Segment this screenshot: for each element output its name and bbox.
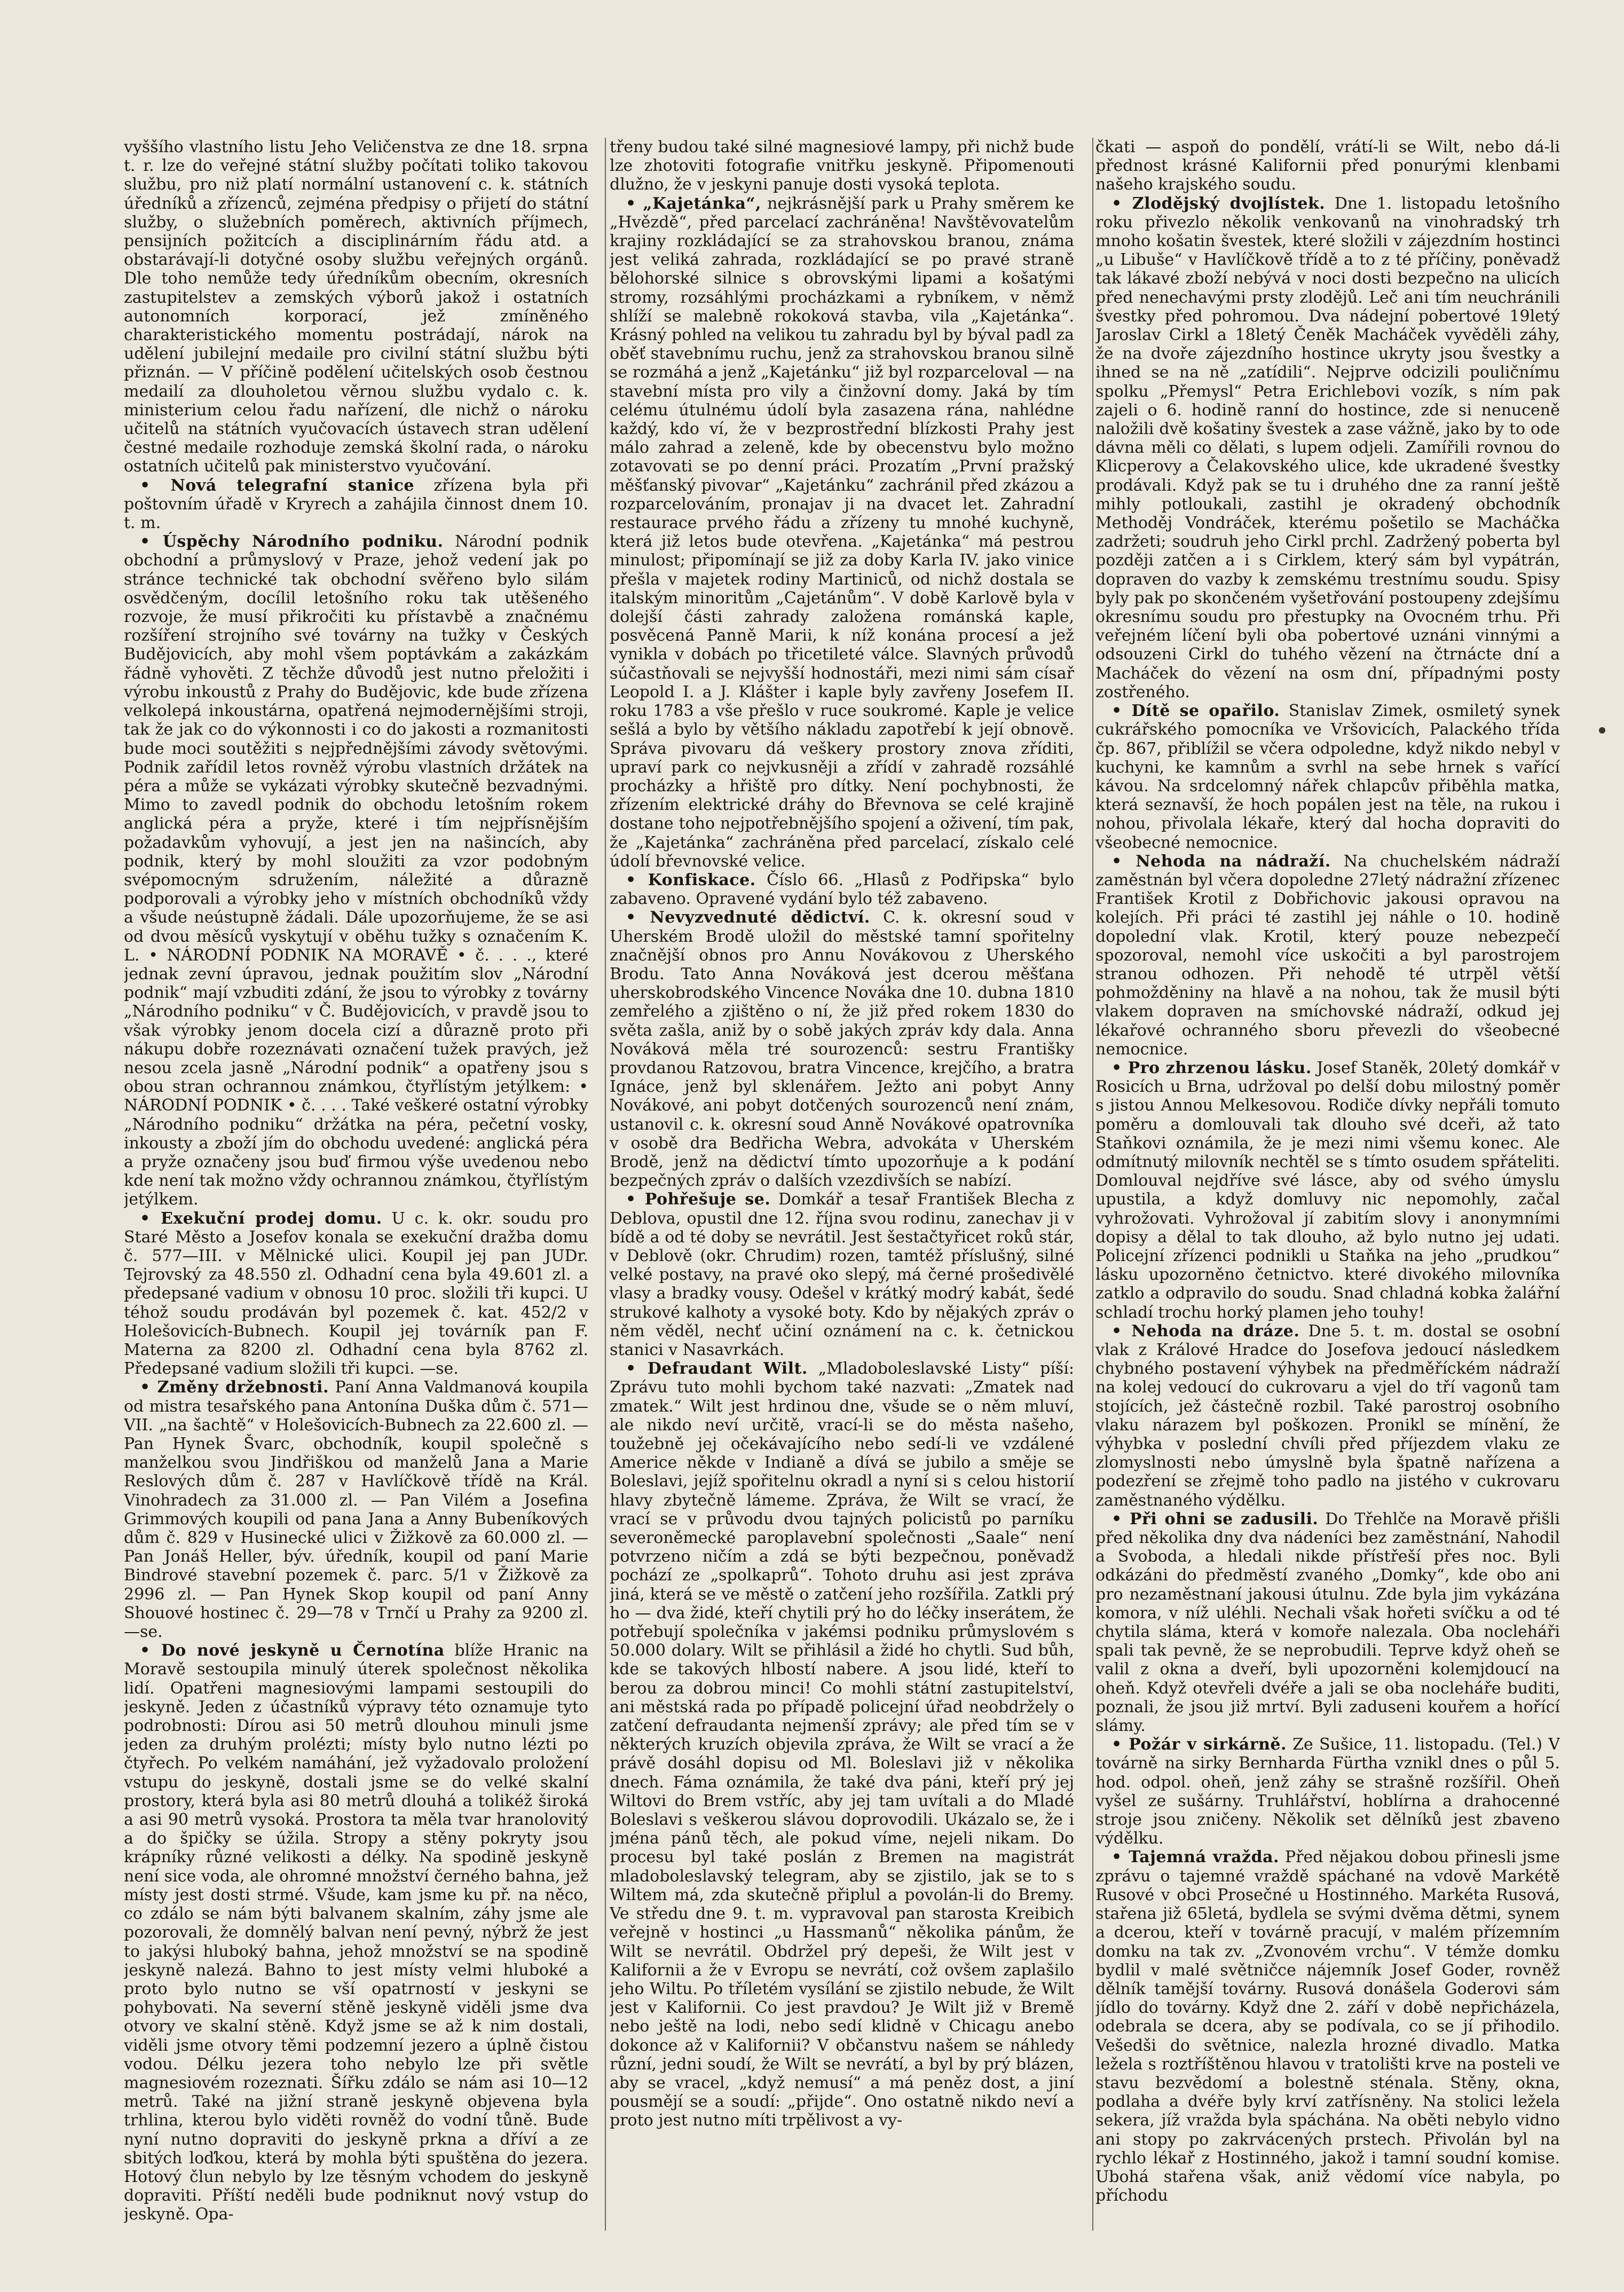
article-body: Stanislav Zimek, osmiletý synek cukrářského pomocníka ve Vršovicích, Palackého třída čp. 867, přiblížil se včera odpoledne, když nikdo nebyl v kuchyni, ke kamnům a svrhl na sebe hrnek s vařící kávou. Na srdcelomný nářek chlapcův přiběhla matka, která seznavší, že hoch popálen jest na těle, na rukou i nohou, přivolala lékaře, který dal hocha dopraviti do všeobecné nemocnice.	[1095, 702, 1560, 852]
article-body: Domkář a tesař František Blecha z Deblova, opustil dne 12. října svou rodinu, zanechav ji v bídě a od té doby se nevrátil. Jest šestačtyřicet roků stár, v Deblově (okr. Chrudim) rozen, tamtéž příslušný, silné velké postavy, na pravé oko slepý, má černé prošedivělé vlasy a bradky vousy. Odešel v krátký modrý kabát, šedé strukové kalhoty a vysoké boty. Kdo by nějakých zpráv o něm věděl, nechť učiní oznámení na c. k. četnickou stanici v Nasavrkách.	[610, 1190, 1074, 1359]
article	[1095, 702, 1560, 852]
article-continuation	[124, 138, 588, 476]
article-body: Dne 1. listopadu letošního roku přivezlo několik venkovanů na vinohradský trh mnoho košatin švestek, které složili v zájezdním hostinci „u Libuše“ v Havlíčkově třídě a to z té příčiny, poněvadž tak lákavé zboží nebývá v noci dosti bezpečno na ulicích před nenechavými prsty zlodějů. Leč ani tím neuchránili švestky před pohromou. Dva nádejní pobertové 19letý Jaroslav Cirkl a 18letý Čeněk Macháček vyvěděli záhy, že na dvoře zájezdního hostince ukryty jsou švestky a ihned se na ně „zatídili“. Nejprve odcizili pouličnímu spolku „Přemysl“ Petra Erichlebovi vozík, s ním pak zajeli o 6. hodině ranní do hostince, zde si nenuceně naložili dvě košatiny švestek a zase vážně, jako by to ode dávna měli co dělati, s lupem odjeli. Zamířili rovnou do Klicperovy a Čelakovského ulice, kde ukradené švestky prodávali. Když pak se tu i druhého dne za ranní ještě mihly potloukali, zastihl je okradený obchodník Methoděj Vondráček, kterému pošetilo se Macháčka zadržeti; soudruh jeho Cirkl prchl. Zadržený poberta byl později zatčen a i s Cirklem, který sám byl vypátrán, dopraven do vazby k zemskému trestnímu soudu. Spisy byly pak po skončeném vyšetřování postoupeny zdejšímu okresnímu soudu pro přestupky na Ovocném trhu. Při veřejném líčení byli oba pobertové uznáni vinnými a odsouzeni Cirkl do tuhého vězení na čtrnácte dní a Macháček do vězení na osm dní, případnými posty zostřeného.	[1095, 194, 1560, 702]
article	[1095, 1848, 1560, 2205]
article-body: Paní Anna Valdmanová koupila od mistra tesařského pana Antonína Duška dům č. 571—VII. „na šachtě“ v Holešovicích-Bubnech za 22.600 zl. — Pan Hynek Švarc, obchodník, koupil společně s manželkou svou Jindřiškou od manželů Jana a Marie Reslových dům č. 287 v Havlíčkově třídě na Král. Vinohradech za 31.000 zl. — Pan Vilém a Josefina Grimmových koupili od pana Jana a Anny Bubeníkových dům č. 829 v Husinecké ulici v Žižkově za 60.000 zl. — Pan Jonáš Heller, býv. úředník, koupil od paní Marie Bindrové stavební pozemek č. parc. 5/1 v Žižkově za 2996 zl. — Pan Hynek Skop koupil od paní Anny Shouové hostinec č. 29—78 v Trnčí u Prahy za 9200 zl. —se.	[124, 1378, 588, 1642]
article	[1095, 852, 1560, 1059]
article-headline: • Zlodějský dvojlístek.	[1111, 194, 1326, 213]
article-headline: • Defraudant Wilt.	[626, 1359, 808, 1379]
article-body: Do Třehlče na Moravě přišli před několika dny dva nádeníci bez zaměstnání, Nahodil a Svoboda, a hledali nikde přístřeší přes noc. Byli odkázáni do předměstí zvaného „Domky“, kde obo ani pro nezaměstnaní jakousi útulnu. Zde byla jim vykázána komora, v níž uléhli. Nechali však hořeti svíčku a od té chytila sláma, která v komoře nalezala. Oba nocleháři spali tak pevně, že se neprobudili. Teprve když oheň se valil z okna a dveří, byli upozorněni kolemjdoucí na oheň. Když otevřeli dvéře a jali se oba nocleháře buditi, poznali, že jsou již mrtví. Byli zaduseni kouřem a hořící slámy.	[1095, 1509, 1560, 1736]
article-headline: • Pro zhrzenou lásku.	[1111, 1058, 1312, 1077]
article-body: zřízena byla při poštovním úřadě v Kryrech a zahájila činnost dnem 10. t. m.	[124, 476, 588, 533]
article	[610, 194, 1074, 871]
column-2	[610, 138, 1074, 2231]
article	[610, 871, 1074, 908]
text-columns	[124, 138, 1560, 2231]
article-body: čkati — aspoň do pondělí, vrátí-li se Wilt, nebo dá-li přednost krásné Kalifornii před ponurými klenbami našeho krajského soudu.	[1095, 138, 1560, 194]
article	[124, 1209, 588, 1379]
article-headline: • Úspěchy Národního podniku.	[140, 532, 444, 552]
article-headline: • Nová telegrafní stanice	[140, 476, 414, 495]
article-headline: • „Kajetánka“,	[626, 194, 761, 213]
article-body: blíže Hranic na Moravě sestoupila minulý úterek společnost několika lidí. Opatřeni magnesiovými lampami sestoupili do jeskyně. Jeden z účastníků výpravy této oznamuje tyto podrobnosti: Dírou asi 50 metrů dlouhou minuli jsme jeden za druhým prolézti; místy bylo nutno lézti po čtyřech. Po velkém namáhání, jež vyžadovalo proložení vstupu do jeskyně, dostali jsme se do velké skalní prostory, která byla asi 80 metrů dlouhá a tolikéž široká a asi 90 metrů vysoká. Prostora ta měla tvar hranolovitý a do špičky se úžila. Stropy a stěny pokryty jsou krápníky různé velikosti a délky. Na spodině jeskyně není sice voda, ale ohromné množství černého bahna, jež místy jest dosti strmé. Všude, kam jsme ku př. na něco, co zdálo se nám býti balvanem skalním, záhy jsme ale pozorovali, že domnělý balvan není pevný, nýbrž že jest to jakýsi hluboký bahna, jehož množství se na spodině jeskyně nalezá. Bahno to jest místy velmi hluboké a proto bylo nutno se vší opatrností v jeskyni se pohybovati. Na severní stěně jeskyně viděli jsme dva otvory ve skalní stěně. Když jsme se až k nim dostali, viděli jsme otvory těmi podzemní jezero a úplně čistou vodou. Délku jezera toho nebylo lze při světle magnesiovém rozeznati. Šířku zdálo se nám asi 10—12 metrů. Také na jižní straně jeskyně objevena byla trhlina, kterou bylo viděti rovněž do vodní tůně. Bude nyní nutno dopraviti do jeskyně prkna a dříví a ze sbitých loďkou, která by mohla býti spuštěna do jezera. Hotový člun nebylo by lze těsným vchodem do jeskyně dopraviti. Příští neděli bude podniknut nový vstup do jeskyně. Opa-	[124, 1641, 588, 2224]
article-body: vyššího vlastního listu Jeho Veličenstva ze dne 18. srpna t. r. lze do veřejné státní služby počítati toliko takovou službu, pro niž platí normální ustanovení c. k. státních úředníků a zřízenců, zejména předpisy o přijetí do státní služby, o služebních poměrech, aktivních příjmech, pensijních požitcích a disciplinárním řádu atd. a obstarávají-li dotyčné osoby službu veřejných orgánů. Dle toho nemůže tedy úředníkům obecním, okresních zastupitelstev a zemských výborů jakož i ostatních autonomních korporací, jež zmíněného charakteristického momentu postrádají, nárok na udělení jubilejní medaile pro civilní státní službu býti přiznán. — V příčině podělení učitelských osob čestnou medailí za dlouholetou věrnou službu vydalo c. k. ministerium celou řadu nařízení, dle nichž o nároku učitelů na státních vyučovacích ústavech stran udělení čestné medaile rozhoduje zemská školní rada, o nároku ostatních učitelů pak ministerstvo vyučování.	[124, 138, 588, 476]
article-headline: • Konfiskace.	[626, 870, 756, 889]
article-headline: • Dítě se opařilo.	[1111, 702, 1280, 721]
article-continuation	[1095, 138, 1560, 194]
article-body: nejkrásnější park u Prahy směrem ke „Hvězdě“, před parcelací zachráněna! Navštěvovatelům krajiny rozkládající se za strahovskou branou, známa jest veliká zahrada, rozkládající se po pravé straně bělohorské silnice s obrovskými lipami a košatými stromy, rozsáhlými procházkami a rybníkem, v němž shlíží se malebně rokoková stavba, vila „Kajetánka“. Krásný pohled na velikou tu zahradu byl by býval padl za oběť stavebnímu ruchu, jenž za strahovskou branou silně se rozmáhá a jenž „Kajetánku“ již byl rozparceloval — na stavební místa pro vily a činžovní domy. Jaká by tím celému útulnému údolí byla zasazena rána, nahlédne každý, kdo ví, že v bezprostřední blízkosti Prahy jest málo zahrad a zeleně, kde by obecenstvu bylo možno zotavovati se po denní práci. Prozatím „První pražský měšťanský pivovar“ „Kajetánku“ zachránil před zkázou a rozparcelováním, pronajav ji na dvacet let. Zahradní restaurace prvého řádu a zřízeny tu mnohé kuchyně, která již letos bude otevřena. „Kajetánka“ má pestrou minulost; připomínají se již za doby Karla IV. jako vinice přešla v majetek rodiny Martiniců, od nichž dostala se italským minoritům „Cajetánům“. V době Karlově byla v dolejší části zahrady založena románská kaple, posvěcená Panně Marii, k níž konána procesí a jež vynikla v dobách po třicetileté válce. Slavných průvodů súčastňovali se nejvyšší hodnostáři, mezi nimi sám císař Leopold I. a J. Klášter i kaple byly zavřeny Josefem II. roku 1783 a vše přešlo v ruce soukromé. Kaple je velice sešlá a bylo by většího nákladu zapotřebí k její obnově. Správa pivovaru dá veškery prostory znova zříditi, upraví park co nejvkusněji a zřídí v zahradě rozsáhlé procházky a hřiště pro dítky. Není pochybnosti, že zřízením elektrické dráhy do Břevnova se celé krajině dostane toho nejpotřebnějšího spojení a oživení, tím pak, že „Kajetánka“ zachráněna před parcelací, získalo celé údolí břevnovské velice.	[610, 194, 1074, 871]
column-3	[1095, 138, 1560, 2231]
punch-hole-mark	[1599, 727, 1605, 734]
column-rule-2	[1092, 138, 1093, 2231]
column-rule-1	[605, 138, 606, 2231]
article	[610, 1359, 1074, 2130]
article-body: Číslo 66. „Hlasů z Podřipska“ bylo zabaveno. Opravené vydání bylo též zabaveno.	[610, 870, 1074, 909]
article	[1095, 1735, 1560, 1848]
article-body: „Mladoboleslavské Listy“ píší: Zprávu tuto mohli bychom také nazvati: „Zmatek nad zmatek.“ Wilt jest hrdinou dne, všude se o něm mluví, ale nikdo neví určitě, vrací-li se do města našeho, toužebně jej očekávajícího nebo sedí-li ve vzdálené Americe někde v Indianě a dívá se jubilo a směje se Boleslavi, jejíž spořitelnu okradl a nyní si s celou historií hlavy zbytečně lámeme. Zpráva, že Wilt se vrací, že vrací se v průvodu dvou tajných policistů po parníku severoněmecké paroplavební společnosti „Saale“ není potvrzeno ničím a zdá se býti bezpečnou, poněvadž pochází ze „spolkaprů“. Tohoto druhu asi jest zpráva jiná, která se ve městě o zatčení jeho rozšířila. Zatkli prý ho — dva židé, kteří chytili prý ho do léčky inserátem, že potřebují společníka v jakémsi podniku průmyslovém s 50.000 dolary. Wilt se přihlásil a židé ho chytli. Sud bůh, kde se takových hlbostí nabere. A jsou lidé, kteří to berou za dobrou minci! Co mohli státní zastupitelství, ani městská rada po případě policejní úřad neobdržely o zatčení defraudanta nejmenší zprávy; ale před tím se v některých kruzích objevila zpráva, že Wilt se vrací a že právě dosáhl dopisu od Ml. Boleslavi již v několika dnech. Fáma oznámila, že také dva páni, kteří prý jej Wiltovi do Brem vstříc, aby jej tam uvítali a do Mladé Boleslavi s veškerou slávou doprovodili. Ukázalo se, že i jména pánů těch, ale pokud víme, nejeli nikam. Do procesu byl také poslán z Bremen na magistrát mladoboleslavský telegram, aby se zjistilo, jak se to s Wiltem má, zda skutečně připlul a povolán-li do Bremy. Ve středu dne 9. t. m. vypravoval pan starosta Kreibich veřejně v hostinci „u Hassmanů“ několika pánům, že Wilt se nevrátil. Obdržel prý depeši, že Wilt jest v Kalifornii a že v Evropu se nevrátí, což ovšem zaplašilo jeho Wiltu. Po tříletém vysílání se zjistilo nebude, že Wilt jest v Kalifornii. Co jest pravdou? Je Wilt již v Bremě nebo ještě na lodi, nebo sedí klidně v Chicagu anebo dokonce až v Kalifornii? V občanstvu našem se náhledy různí, jedni soudí, že Wilt se nevrátí, a byl by prý blázen, aby se vracel, „když nemusí“ a má peněz dost, a jiní pousmějí se a soudí: „přijde“. Ono ostatně nikdo neví a proto jest nutno míti trpělivost a vy-	[610, 1359, 1074, 2130]
article-headline: • Požár v sirkárně.	[1111, 1735, 1287, 1754]
article	[610, 908, 1074, 1190]
article-headline: • Exekuční prodej domu.	[140, 1209, 382, 1228]
article-body: Josef Staněk, 20letý domkář v Rosicích u Brna, udržoval po delší dobu milostný poměr s jistou Annou Melkesovou. Rodiče dívky nepřáli tomuto poměru a domlouvali tak dlouho své dceři, až tato Staňkovi oznámila, že je mezi nimi všemu konec. Ale odmítnutý milovník nechtěl se s tímto osudem spřáteliti. Domlouval nejdříve své lásce, aby od svého úmyslu upustila, a když domluvy nic nepomohly, začal vyhrožovati. Vyhrožoval jí zabitím slovy i anonymními dopisy a dělal to tak dlouho, až bylo nutno jej udati. Policejní zřízenci podnikli u Staňka na jeho „prudkou“ lásku upozorněno četnictvo. které divokého milovníka zatklo a odpravilo do soudu. Snad chladná kobka žalářní schladí trochu horký plamen jeho touhy!	[1095, 1058, 1560, 1322]
article-headline: • Pohřešuje se.	[626, 1190, 771, 1209]
article-body: C. k. okresní soud v Uherském Brodě uložil do městské tamní spořitelny značnější obnos pro Annu Novákovou z Uherského Brodu. Tato Anna Nováková jest dcerou měšťana uherskobrodského Vincence Nováka dne 10. dubna 1810 zemřelého a zjištěno o ní, že již před rokem 1830 do světa zašla, aniž by o sobě jakých zpráv kdy dala. Anna Nováková měla tré sourozenců: sestru Františky provdanou Ratzovou, bratra Vincence, krejčího, a bratra Ignáce, jenž byl sklenářem. Ježto ani pobyt Anny Novákové, ani pobyt dotčených sourozenců není znám, ustanovil c. k. okresní soud Anně Novákové opatrovníka v osobě dra Bedřicha Webra, advokáta v Uherském Brodě, jenž na dědictví tímto upozorňuje a k podání bezpečných zpráv o dalších vzezdivších se nabízí.	[610, 908, 1074, 1191]
article-headline: • Nevyzvednuté dědictví.	[626, 908, 870, 927]
article	[1095, 1059, 1560, 1322]
article-body: Národní podnik obchodní a průmyslový v Praze, jehož vedení jak po stránce technické tak obchodní svěřeno bylo silám osvědčeným, docílil letošního roku tak utěšeného rozvoje, že musí přikročiti ku přístavbě a značnému rozšíření strojního své továrny na tužky v Českých Budějovicích, aby mohl všem poptávkám a zakázkám řádně vyhověti. Z těchže důvodů jest nutno přeložiti i výrobu inkoustů z Prahy do Budějovic, kde bude zřízena velkolepá inkoustárna, opatřená nejmodernějšími stroji, tak že jak co do výkonnosti i co do jakosti a rozmanitosti bude moci soutěžiti s nejpřednějšími závody světovými. Podnik zařídil letos rovněž výrobu vlastních držátek na péra a může se vykázati výrobky skutečně bezvadnými. Mimo to zavedl podnik do obchodu letošním rokem anglická péra a pryže, které i tím nejpřísnějším požadavkům vyhovují, a jest jen na našincích, aby podnik, který by mohl sloužiti za vzor podobným svépomocným sdružením, náležité a důrazně podporovali a výrobky jeho v místních obchodníků vždy a všude neústupně žádali. Dále upozorňujeme, že se asi od dvou měsíců vyskytují v oběhu tužky s označením K. L. • NÁRODNÍ PODNIK NA MORAVĚ • č. . . ., které jednak zevní úpravou, jednak použitím slov „Národní podnik“ mají vzbuditi zdání, že jsou to výrobky z továrny „Národního podniku“ v Č. Budějovicích, v pravdě jsou to však výrobky jenom docela cizí a důrazně proto při nákupu dobře rozeznávati označení tužek pravých, jež nesou zcela jasně „Národní podnik“ a opatřeny jsou s obou stran ochrannou známkou, čtyřlístým jetýlkem: • NÁRODNÍ PODNIK • č. . . . Také veškeré ostatní výrobky „Národního podniku“ držátka na péra, pečetní vosky, inkousty a zboží jím do obchodu uvedené: anglická péra a pryže označeny jsou buď firmou výše uvedenou nebo kde není tak možno vždy ochrannou známkou, čtyřlístým jetýlkem.	[124, 532, 588, 1209]
article-headline: • Nehoda na dráze.	[1111, 1321, 1300, 1341]
article-body: U c. k. okr. soudu pro Staré Město a Josefov konala se exekuční dražba domu č. 577—III. v Mělnické ulici. Koupil jej pan JUDr. Tejrovský za 48.550 zl. Odhadní cena byla 49.601 zl. a předepsané vadium v obnosu 10 proc. složili tři kupci. U téhož soudu prodáván byl pozemek č. kat. 452/2 v Holešovicích-Bubnech. Koupil jej továrník pan F. Materna za 8200 zl. Odhadní cena byla 8762 zl. Předepsané vadium složili tři kupci. —se.	[124, 1209, 588, 1379]
article-body: Před nějakou dobou přinesli jsme zprávu o tajemné vraždě spáchané na vdově Markétě Rusové v obci Prosečné u Hostinného. Markéta Rusová, stařena již 65letá, bydlela se svými dvěma dětmi, synem a dcerou, kteří v továrně pracují, v malém přízemním domku na tak zv. „Zvonovém vrchu“. V témže domku bydlil v malé světničce nájemník Josef Goder, rovněž dělník tamější továrny. Rusová donášela Goderovi sám jídlo do továrny. Když dne 2. září v době nepřicházela, odebrala se dcera, aby se podívala, co se jí přihodilo. Vešedši do světnice, nalezla hrozné divadlo. Matka ležela s roztříštěnou hlavou v tratolišti krve na posteli ve stavu bezvědomí a bolestně sténala. Stěny, okna, podlaha a dvéře byly krví zatřísněny. Na stolici ležela sekera, jíž vražda byla spáchána. Na oběti nebylo vidno ani stopy po zakrvácených prstech. Přivolán byl na rychlo lékař z Hostinného, jakož i tamní soudní komise. Ubohá stařena však, aniž vědomí více nabyla, po příchodu	[1095, 1848, 1560, 2206]
article-body: třeny budou také silné magnesiové lampy, při nichž bude lze zhotoviti fotografie vnitřku jeskyně. Připomenouti dlužno, že v jeskyni panuje dosti vysoká teplota.	[610, 138, 1074, 194]
article-headline: • Změny držebnosti.	[140, 1378, 329, 1397]
article	[1095, 194, 1560, 702]
article	[1095, 1510, 1560, 1735]
article-headline: • Při ohni se zadusili.	[1111, 1509, 1319, 1529]
article-body: Na chuchelském nádraží zaměstnán byl včera dopoledne 27letý nádražní zřízenec František Krotil z Dobřichovic jakousi opravou na kolejích. Při práci té zastihl jej náhle o 10. hodině dopolední vlak. Krotil, který pouze nebezpečí spozoroval, nemohl více uskočiti a byl parostrojem stranou odhozen. Při nehodě té utrpěl větší pohmožděniny na hlavě a na nohou, tak že musil býti vlakem dopraven na smíchovské nádraží, odkud jej lékařové ochranného sboru převezli do všeobecné nemocnice.	[1095, 852, 1560, 1059]
article-continuation	[610, 138, 1074, 194]
article-headline: • Tajemná vražda.	[1111, 1848, 1279, 1867]
article	[124, 476, 588, 533]
article-body: Dne 5. t. m. dostal se osobní vlak z Králové Hradce do Josefova jedoucí následkem chybného postavení výhybek na předměříckém nádraží na kolej vedoucí do cukrovaru a vjel do tří vagonů tam stojících, jež částečně rozbil. Také parostroj osobního vlaku nárazem byl poškozen. Pronikl se mínění, že výhybka v poslední chvíli před příjezdem vlaku ze zlomyslnosti nebo úmyslně byla špatně nařízena a podezření se zřejmě toho padlo na jistého v cukrovaru zaměstnaného výdělku.	[1095, 1321, 1560, 1510]
article	[1095, 1322, 1560, 1510]
column-1	[124, 138, 588, 2231]
article-headline: • Do nové jeskyně u Černotína	[140, 1641, 445, 1660]
article	[124, 1641, 588, 2224]
article-headline: • Nehoda na nádraží.	[1111, 852, 1331, 871]
article	[124, 532, 588, 1209]
article	[124, 1378, 588, 1641]
article-body: Ze Sušice, 11. listopadu. (Tel.) V továrně na sirky Bernharda Fürtha vznikl dnes o půl 5. hod. odpol. oheň, jenž záhy se strašně rozšířil. Oheň vyšel ze sušárny. Truhlářství, hoblírna a drahocenné stroje jsou zničeny. Několik set dělníků jest zbaveno výdělku.	[1095, 1735, 1560, 1848]
article	[610, 1190, 1074, 1359]
